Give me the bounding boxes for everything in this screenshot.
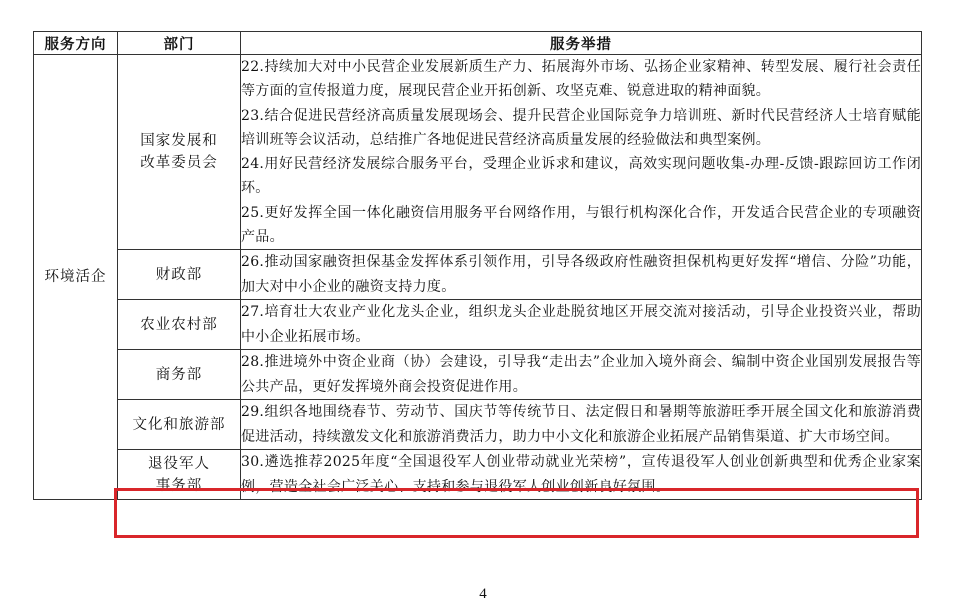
department-name-line: 财政部 [155,266,203,283]
department-name-line: 农业农村部 [140,316,218,333]
department-name-line: 事务部 [155,477,203,494]
table-row-finance [34,250,922,300]
measure-item-30: 30.遴选推荐2025年度“全国退役军人创业带动就业光荣榜”，宣传退役军人创业创新典型和优秀企业家案例，营造全社会广泛关心、支持和参与退役军人创业创新良好氛围。 [241,454,921,495]
department-cell-finance [118,250,241,300]
table-header-row [34,32,922,55]
measure-item-29: 29.组织各地围绕春节、劳动节、国庆节等传统节日、法定假日和暑期等旅游旺季开展全国文化和旅游消费促进活动，持续激发文化和旅游消费活力，助力中小文化和旅游企业拓展产品销售渠道、扩大市场空间。 [241,404,921,445]
measure-item-24: 24.用好民营经济发展综合服务平台，受理企业诉求和建议，高效实现问题收集-办理-反馈-跟踪回访工作闭环。 [241,156,921,197]
department-name-line: 国家发展和 [140,133,218,150]
department-name-line: 文化和旅游部 [132,416,226,433]
department-cell-agriculture [118,300,241,350]
department-cell-culture-tourism [118,400,241,450]
measure-item-27: 27.培育壮大农业产业化龙头企业，组织龙头企业赴脱贫地区开展交流对接活动，引导企业投资兴业，帮助中小企业拓展市场。 [241,304,921,345]
table-row-culture-tourism [34,400,922,450]
department-cell-ndrc [118,55,241,250]
measures-cell-culture-tourism [241,400,922,450]
service-measures-table [33,31,922,500]
measure-item-22: 22.持续加大对中小民营企业发展新质生产力、拓展海外市场、弘扬企业家精神、转型发展、履行社会责任等方面的宣传报道力度，展现民营企业开拓创新、攻坚克难、锐意进取的精神面貌。 [241,59,921,100]
header-direction: 服务方向 [34,32,118,55]
service-direction-cell: 环境活企 [34,55,118,500]
measures-cell-ndrc [241,55,922,250]
table-row-veterans [34,450,922,500]
measures-cell-commerce [241,350,922,400]
measures-cell-finance [241,250,922,300]
measure-item-28: 28.推进境外中资企业商（协）会建设，引导我“走出去”企业加入境外商会、编制中资企业国别发展报告等公共产品，更好发挥境外商会投资促进作用。 [241,354,921,395]
table-row-agriculture [34,300,922,350]
measures-cell-veterans [241,450,922,500]
table-row-commerce [34,350,922,400]
measure-item-25: 25.更好发挥全国一体化融资信用服务平台网络作用，与银行机构深化合作，开发适合民营企业的专项融资产品。 [241,204,921,246]
measure-item-23: 23.结合促进民营经济高质量发展现场会、提升民营企业国际竞争力培训班、新时代民营经济人士培育赋能培训班等会议活动，总结推广各地促进民营经济高质量发展的经验做法和典型案例。 [241,107,921,148]
department-name-line: 改革委员会 [140,155,218,172]
header-department: 部门 [118,32,241,55]
table-row-ndrc [34,55,922,250]
measures-cell-agriculture [241,300,922,350]
department-name-line: 商务部 [155,366,203,383]
header-measures: 服务举措 [241,32,922,55]
measure-item-26: 26.推动国家融资担保基金发挥体系引领作用，引导各级政府性融资担保机构更好发挥“增信、分险”功能，加大对中小企业的融资支持力度。 [241,254,921,295]
department-cell-commerce [118,350,241,400]
department-cell-veterans [118,450,241,500]
department-name-line: 退役军人 [148,455,210,472]
page-number: 4 [479,586,487,602]
